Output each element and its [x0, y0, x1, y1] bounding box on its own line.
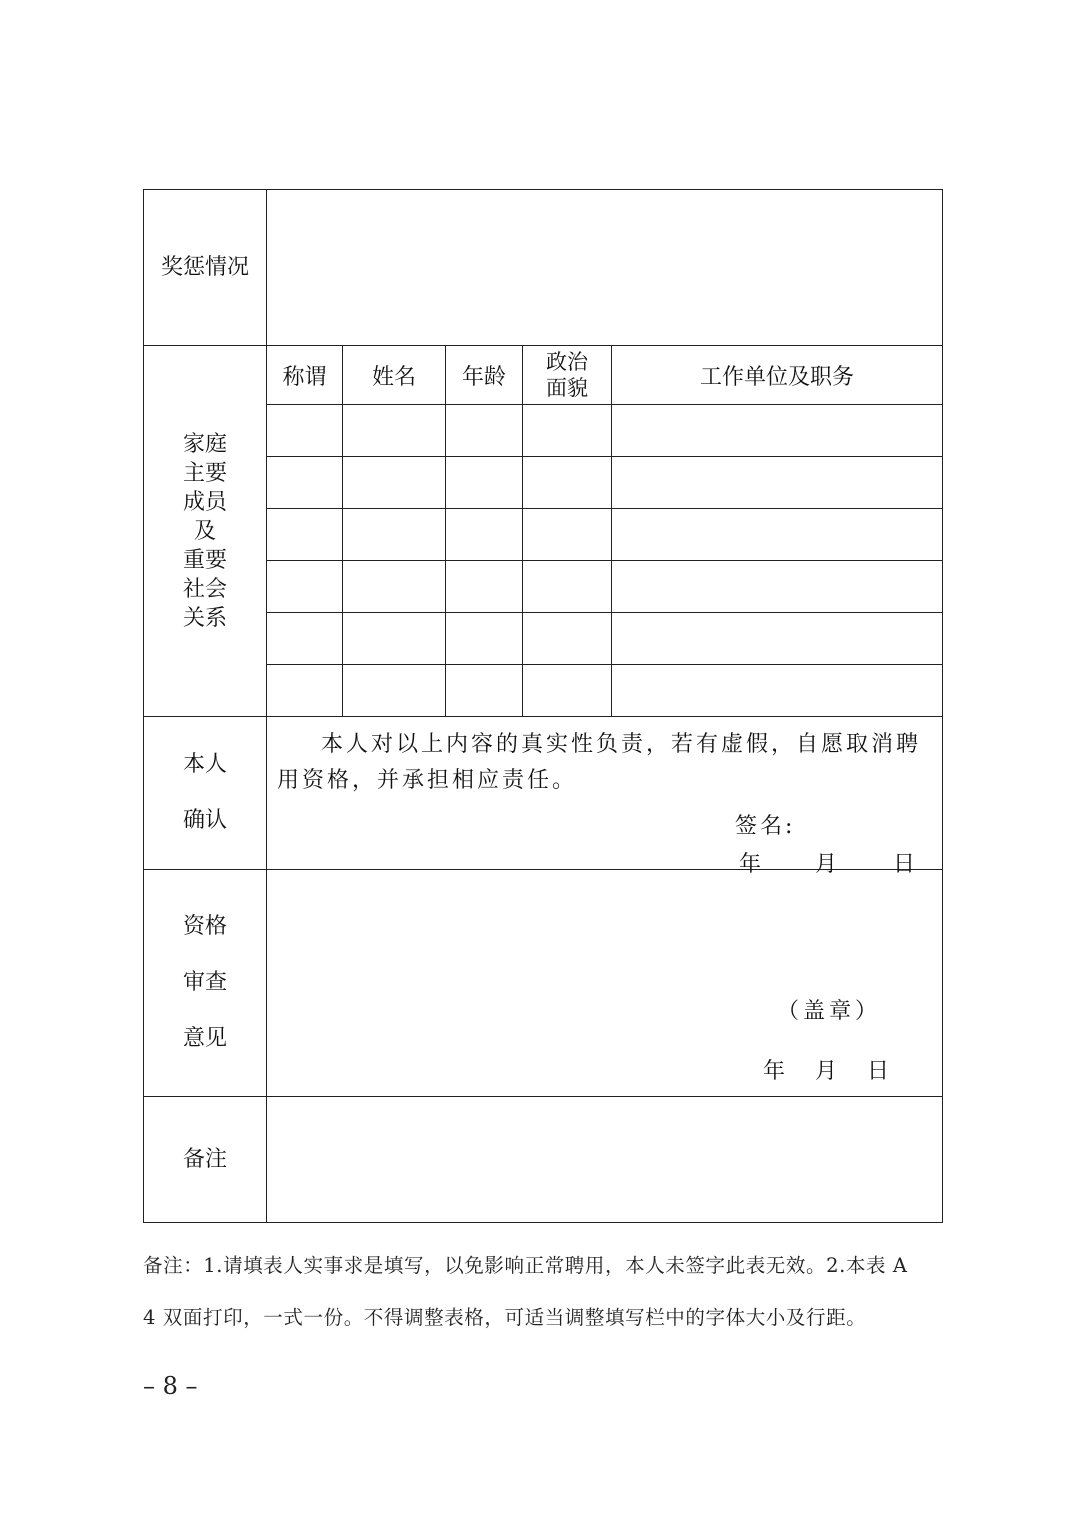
- employer-cell[interactable]: [612, 613, 943, 665]
- application-form-table: [143, 189, 943, 1223]
- political-status-cell[interactable]: [523, 457, 612, 509]
- remarks-label: 备注: [144, 1097, 267, 1223]
- relation-cell[interactable]: [267, 561, 343, 613]
- employer-cell[interactable]: [612, 457, 943, 509]
- review-row: [144, 870, 943, 1097]
- confirmation-statement: 本人对以上内容的真实性负责，若有虚假，自愿取消聘用资格，并承担相应责任。: [277, 732, 922, 793]
- employer-cell[interactable]: [612, 509, 943, 561]
- name-cell[interactable]: [343, 665, 446, 717]
- signature-label: 签名:: [735, 814, 796, 839]
- family-label: [144, 346, 267, 717]
- family-label-text: 家庭 主要 成员 及 重要 社会 关系: [182, 431, 227, 631]
- employer-cell[interactable]: [612, 665, 943, 717]
- remarks-field[interactable]: [267, 1097, 943, 1223]
- name-cell[interactable]: [343, 561, 446, 613]
- page-number: – 8 –: [143, 1372, 198, 1400]
- relation-cell[interactable]: [267, 509, 343, 561]
- age-cell[interactable]: [446, 613, 523, 665]
- column-relation: 称谓: [267, 346, 343, 405]
- review-date-year: 年: [763, 1059, 786, 1084]
- awards-label: 奖惩情况: [144, 190, 267, 346]
- name-cell[interactable]: [343, 613, 446, 665]
- confirm-date-day: 日: [893, 852, 916, 877]
- column-political-status: 政治 面貌: [523, 346, 612, 405]
- review-date-day: 日: [867, 1059, 890, 1084]
- confirm-date-month: 月: [815, 852, 838, 877]
- family-header-row: [144, 346, 943, 405]
- relation-cell[interactable]: [267, 665, 343, 717]
- political-status-cell[interactable]: [523, 561, 612, 613]
- review-label: 资格 审查 意见: [144, 870, 267, 1097]
- age-cell[interactable]: [446, 509, 523, 561]
- column-name: 姓名: [343, 346, 446, 405]
- political-status-cell[interactable]: [523, 405, 612, 457]
- awards-field[interactable]: [267, 190, 943, 346]
- employer-cell[interactable]: [612, 561, 943, 613]
- name-cell[interactable]: [343, 509, 446, 561]
- confirm-date-year: 年: [739, 852, 762, 877]
- column-age: 年龄: [446, 346, 523, 405]
- relation-cell[interactable]: [267, 405, 343, 457]
- review-date-month: 月: [815, 1059, 838, 1084]
- confirmation-field[interactable]: [267, 717, 943, 877]
- column-employer-position: 工作单位及职务: [612, 346, 943, 405]
- political-status-cell[interactable]: [523, 509, 612, 561]
- relation-cell[interactable]: [267, 613, 343, 665]
- name-cell[interactable]: [343, 405, 446, 457]
- age-cell[interactable]: [446, 457, 523, 509]
- political-status-cell[interactable]: [523, 665, 612, 717]
- name-cell[interactable]: [343, 457, 446, 509]
- age-cell[interactable]: [446, 561, 523, 613]
- political-status-cell[interactable]: [523, 613, 612, 665]
- confirmation-row: [144, 717, 943, 870]
- seal-label: （盖章）: [777, 999, 882, 1024]
- footnote-line-1: 备注：1.请填表人实事求是填写，以免影响正常聘用，本人未签字此表无效。2.本表 A: [143, 1254, 908, 1277]
- age-cell[interactable]: [446, 405, 523, 457]
- review-field[interactable]: [267, 870, 943, 1097]
- relation-cell[interactable]: [267, 457, 343, 509]
- footnote: [143, 1240, 948, 1344]
- footnote-line-2: 4 双面打印，一式一份。不得调整表格，可适当调整填写栏中的字体大小及行距。: [143, 1306, 867, 1329]
- age-cell[interactable]: [446, 665, 523, 717]
- confirmation-label: 本人 确认: [144, 717, 267, 870]
- employer-cell[interactable]: [612, 405, 943, 457]
- remarks-row: [144, 1097, 943, 1223]
- awards-row: [144, 190, 943, 346]
